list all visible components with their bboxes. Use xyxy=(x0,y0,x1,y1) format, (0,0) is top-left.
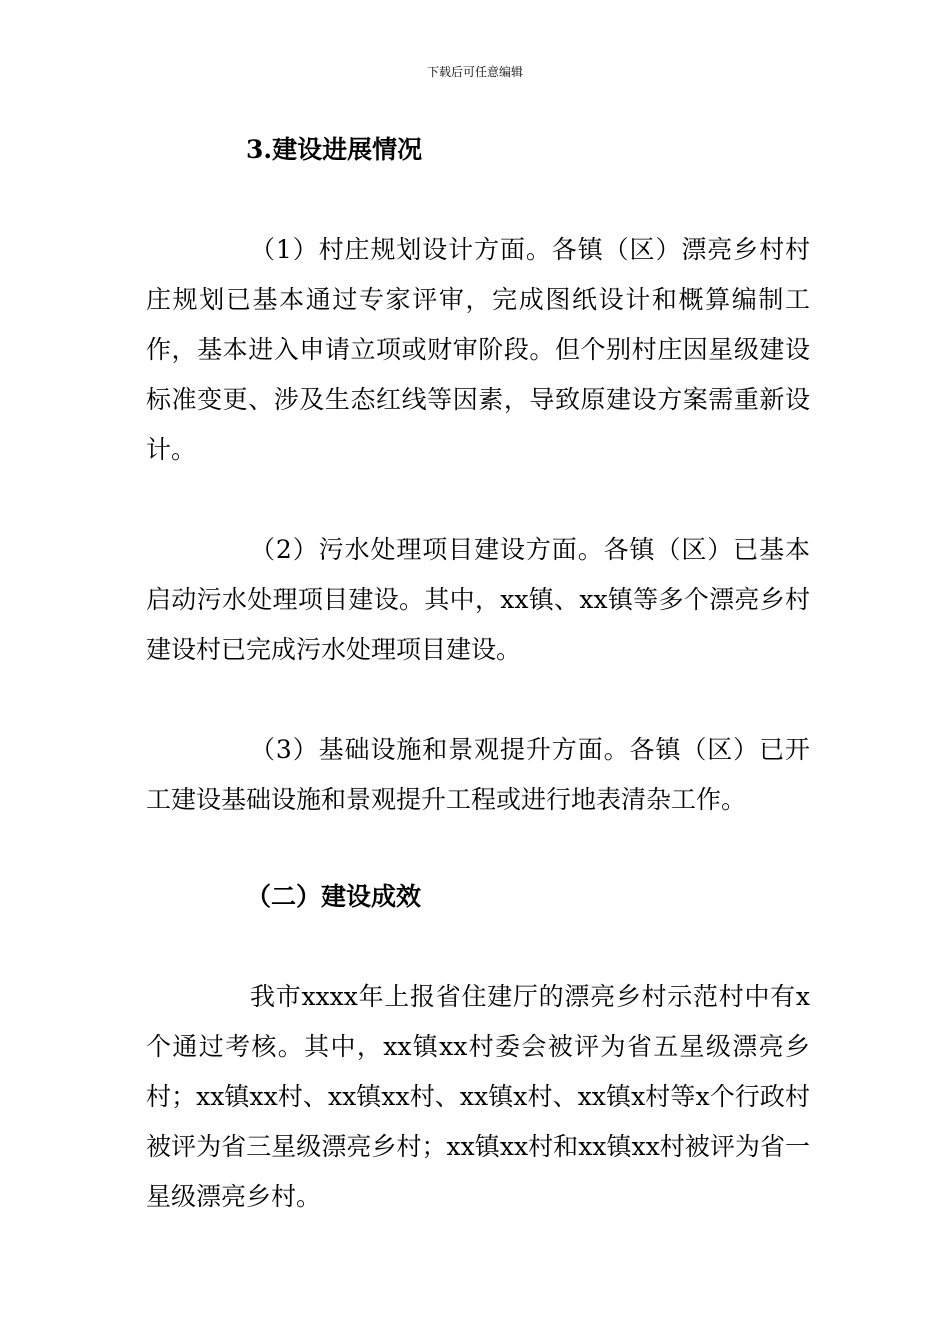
page-header: 下载后可任意编辑 xyxy=(426,65,523,79)
paragraph-village-planning: （1）村庄规划设计方面。各镇（区）漂亮乡村村庄规划已基本通过专家评审，完成图纸设计和概算编制工作，基本进入申请立项或财审阶段。但个别村庄因星级建设标准变更、涉及生态红线等因素，导致原建设方案需重新设计。 xyxy=(146,235,810,464)
paragraph-infrastructure: （3）基础设施和景观提升方面。各镇（区）已开工建设基础设施和景观提升工程或进行地表清杂工作。 xyxy=(146,735,810,814)
section-heading-results: （二）建设成效 xyxy=(246,882,422,911)
paragraph-results: 我市xxxx年上报省住建厅的漂亮乡村示范村中有x个通过考核。其中，xx镇xx村委会被评为省五星级漂亮乡村；xx镇xx村、xx镇xx村、xx镇x村、xx镇x村等x个行政村被评为省三星级漂亮乡村；xx镇xx村和xx镇xx村被评为省一星级漂亮乡村。 xyxy=(146,982,810,1211)
section-heading-progress: 3.建设进展情况 xyxy=(246,135,423,164)
paragraph-sewage-treatment: （2）污水处理项目建设方面。各镇（区）已基本启动污水处理项目建设。其中，xx镇、xx镇等多个漂亮乡村建设村已完成污水处理项目建设。 xyxy=(146,535,810,664)
